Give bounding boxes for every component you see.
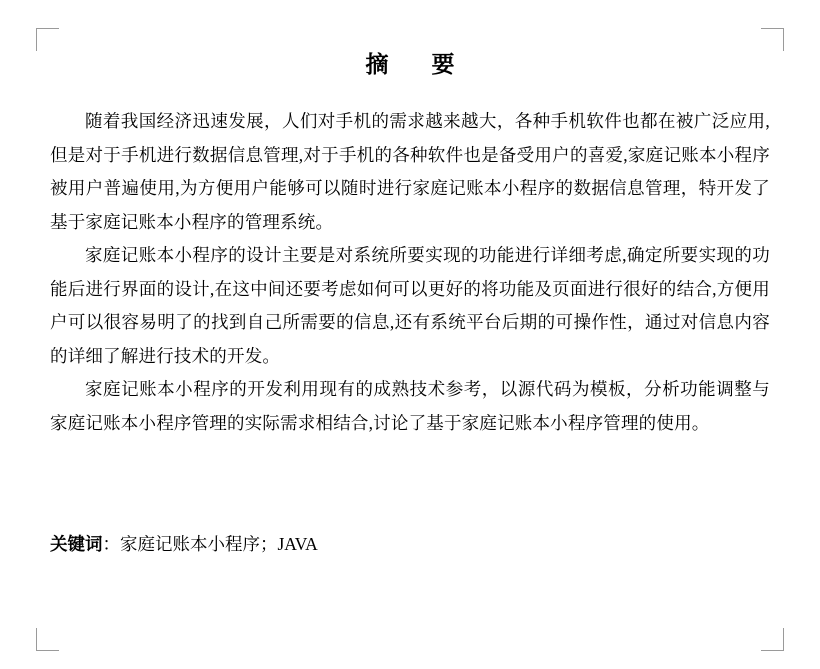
page-title: 摘 要 — [365, 52, 465, 77]
crop-mark-bottom-left — [36, 628, 59, 651]
keywords-value: 家庭记账本小程序；JAVA — [120, 533, 318, 554]
keywords-label: 关键词 — [50, 533, 103, 554]
abstract-paragraph-2: 家庭记账本小程序的设计主要是对系统所要实现的功能进行详细考虑,确定所要实现的功能后进行界面的设计,在这中间还要考虑如何可以更好的将功能及页面进行很好的结合,方便用户可以很容易明了的找到自己所需要的信息,还有系统平台后期的可操作性，通过对信息内容的详细了解进行技术的开发。 — [50, 245, 770, 366]
document-body — [50, 46, 770, 578]
keywords-line — [50, 528, 770, 561]
abstract-paragraph-3: 家庭记账本小程序的开发利用现有的成熟技术参考，以源代码为模板，分析功能调整与家庭记账本小程序管理的实际需求相结合,讨论了基于家庭记账本小程序管理的使用。 — [50, 379, 770, 433]
keywords-separator: ： — [102, 533, 120, 554]
paragraph-spacer — [50, 440, 770, 510]
abstract-paragraph-1: 随着我国经济迅速发展，人们对手机的需求越来越大，各种手机软件也都在被广泛应用,但是对于手机进行数据信息管理,对于手机的各种软件也是备受用户的喜爱,家庭记账本小程序被用户普遍使用,为方便用户能够可以随时进行家庭记账本小程序的数据信息管理，特开发了基于家庭记账本小程序的管理系统。 — [50, 111, 770, 232]
crop-mark-bottom-right — [761, 628, 784, 651]
